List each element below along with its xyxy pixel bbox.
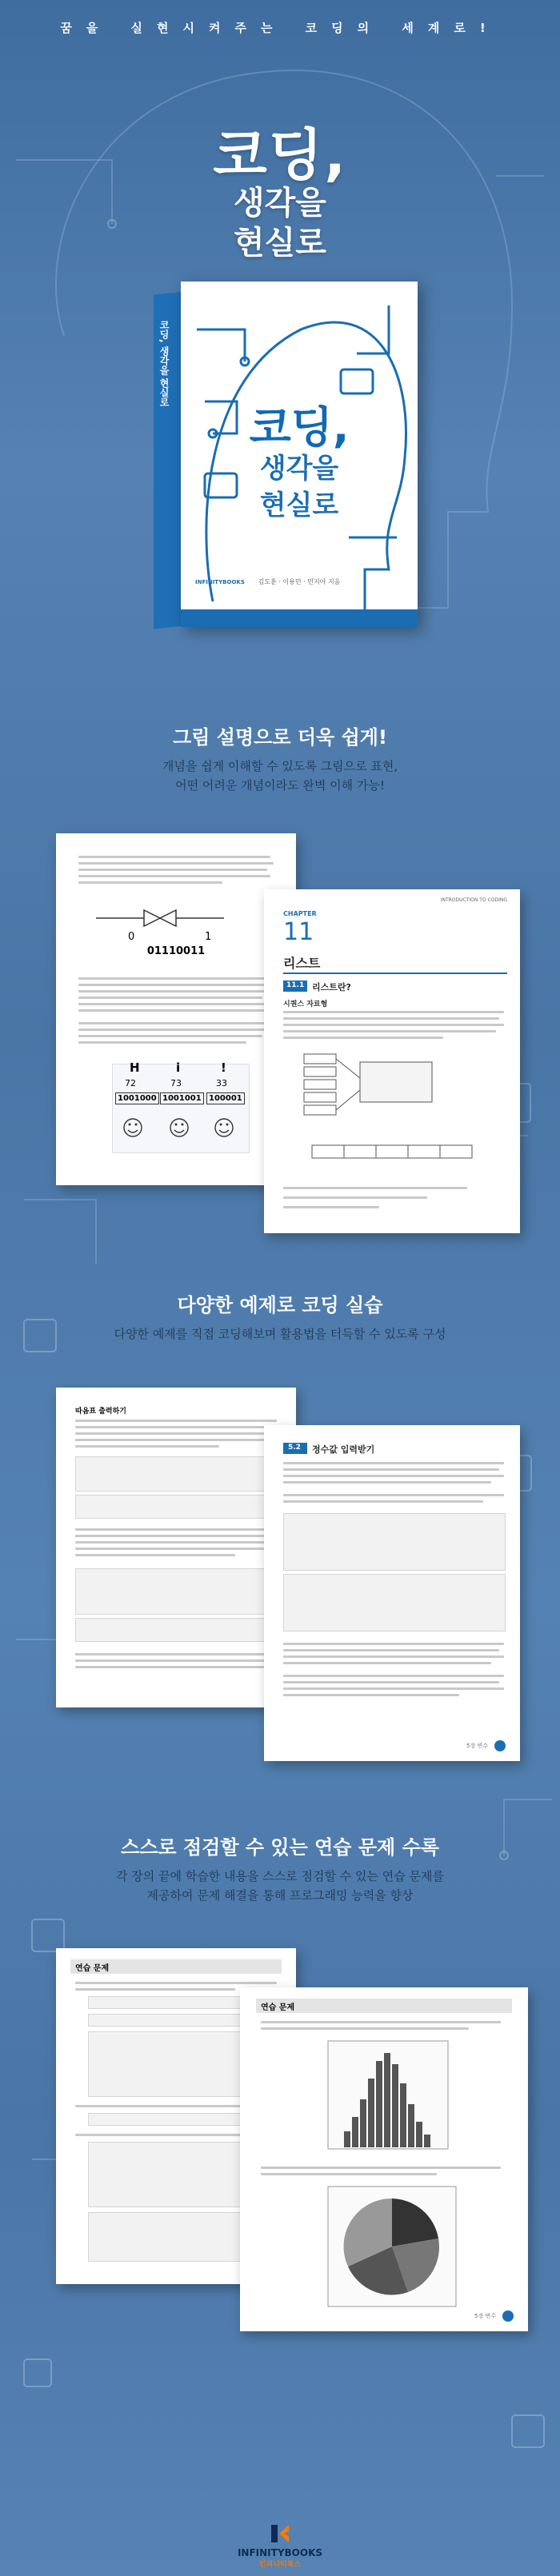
smiley-icons — [56, 1113, 296, 1145]
section2-subtitle: 다양한 예제를 직접 코딩해보며 활용법을 터득할 수 있도록 구성 — [114, 1327, 446, 1341]
header-right-text: INTRODUCTION TO CODING — [440, 897, 507, 903]
section3-title: 스스로 점검할 수 있는 연습 문제 수록 — [121, 1836, 439, 1859]
pie-figure — [240, 2183, 528, 2318]
section1-page-right — [264, 889, 520, 1233]
section-title: 리스트란? — [312, 982, 351, 992]
bin-exclaim: 100001 — [206, 1092, 245, 1104]
tagline: 꿈을 실현시켜주는 코딩의 세계로! — [60, 21, 500, 35]
chapter-number: 11 — [283, 918, 314, 946]
code-exclaim: 33 — [216, 1078, 227, 1088]
bit-one: 1 — [205, 931, 212, 943]
bit-zero: 0 — [128, 931, 135, 943]
bin-i: 1001001 — [160, 1092, 204, 1104]
publisher-logo-mark — [268, 2522, 292, 2546]
section2-page-footer: 5장 변수 — [466, 1743, 488, 1749]
section2-page-right — [264, 1425, 520, 1761]
title-rule — [283, 972, 507, 974]
bin-h: 1001000 — [115, 1092, 159, 1104]
list-diagram — [264, 1046, 520, 1134]
book-bottom-band — [181, 609, 418, 627]
book-authors: 김도훈 · 이용민 · 민지아 지음 — [258, 578, 341, 585]
output-block-1 — [75, 1495, 278, 1519]
index-diagram — [264, 1137, 520, 1177]
book-publisher-logo: INFINITYBOOKS — [195, 579, 245, 585]
exercise-heading-right: 연습 문제 — [261, 2003, 295, 2012]
code-block-3 — [283, 1513, 506, 1571]
section1-subtitle-line1: 개념을 쉽게 이해할 수 있도록 그림으로 표현, — [162, 759, 398, 773]
section3-page-footer: 5장 변수 — [474, 2313, 496, 2319]
chapter-title: 리스트 — [283, 956, 321, 971]
section2-section-title: 정수값 입력받기 — [312, 1444, 375, 1455]
letter-h: H — [130, 1060, 140, 1075]
code-i: 73 — [170, 1078, 182, 1088]
section3-subtitle-line2: 제공하여 문제 해결을 통해 프로그래밍 능력을 향상 — [146, 1888, 414, 1903]
book-title-line3: 현실로 — [259, 489, 339, 521]
section1-page-left — [56, 833, 296, 1185]
code-h: 72 — [125, 1078, 136, 1088]
publisher-logo — [0, 2522, 560, 2569]
section2-title: 다양한 예제로 코딩 실습 — [177, 1294, 383, 1316]
code-block-4 — [283, 1574, 506, 1631]
section3-page-right — [240, 1987, 528, 2331]
histogram-figure — [240, 2037, 528, 2157]
letter-i: i — [176, 1060, 181, 1075]
code-block-1 — [75, 1456, 278, 1492]
example-heading: 따옴표 출력하기 — [75, 1408, 126, 1416]
code-block-2 — [75, 1568, 278, 1615]
letter-exclaim: ! — [221, 1060, 226, 1075]
hero-title-line2: 생각을 — [234, 185, 326, 222]
section2-label: 5.2 — [288, 1444, 301, 1452]
chapter-label: CHAPTER — [283, 910, 317, 917]
publisher-name: INFINITYBOOKS — [237, 2547, 323, 2558]
section3-subtitle-line1: 각 장의 끝에 학습한 내용을 스스로 점검할 수 있는 연습 문제를 — [116, 1869, 444, 1883]
exercise-heading-left: 연습 문제 — [75, 1964, 110, 1973]
binary-text: 01110011 — [146, 945, 206, 957]
section2-page-left — [56, 1388, 296, 1707]
book-cover — [181, 282, 418, 627]
sub-heading: 시퀀스 자료형 — [283, 1000, 328, 1008]
book-title-line2: 생각을 — [259, 453, 339, 485]
page-number-badge — [494, 1740, 506, 1751]
book-title-line1: 코딩, — [249, 402, 350, 453]
book-spine-text: 코딩, 생각을 현실로 — [158, 320, 170, 407]
section1-title: 그림 설명으로 더욱 쉽게! — [173, 726, 387, 749]
output-block-2 — [75, 1618, 278, 1642]
section1-subtitle-line2: 어떤 어려운 개념이라도 완벽 이해 가능! — [175, 778, 385, 793]
publisher-subname: 인피니티북스 — [258, 2561, 302, 2569]
page-number-badge-2 — [502, 2310, 514, 2322]
hero-title-line1: 코딩, — [213, 122, 347, 188]
hero-title-line3: 현실로 — [234, 225, 326, 262]
section-label: 11.1 — [286, 981, 305, 989]
